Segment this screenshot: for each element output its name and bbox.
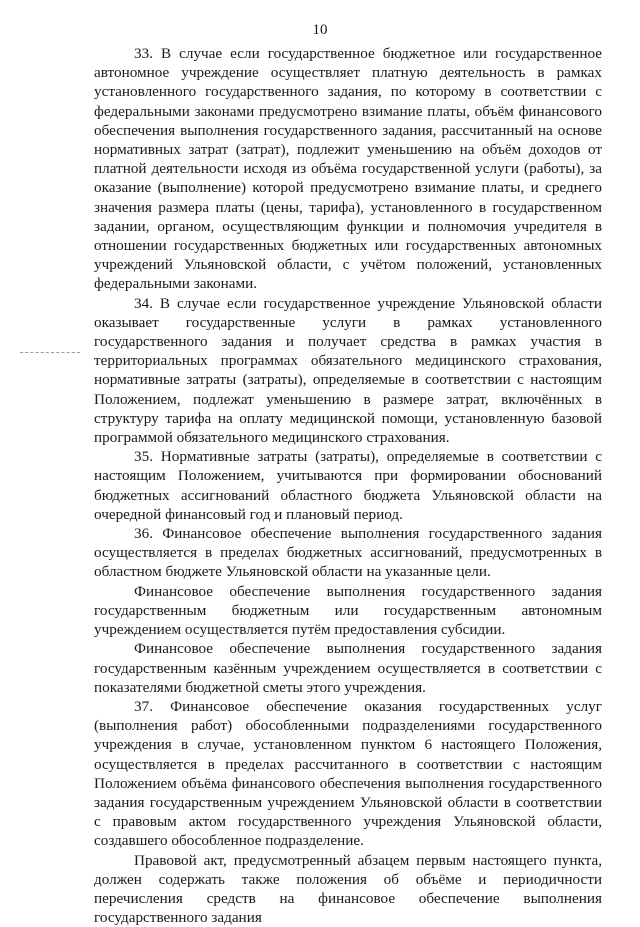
paragraph-36: 36. Финансовое обеспечение выполнения государственного задания осуществляется в пределах бюджетных ассигнований, предусмотренных в областном бюджете Ульяновской области на указанные цели. <box>94 525 602 581</box>
paragraph-34: 34. В случае если государственное учреждение Ульяновской области оказывает государственные услуги в рамках установленного государственного задания и получает средства в рамках участия в территориальных программах обязательного медицинского страхования, нормативные затраты (затраты), определяемые в соответствии с настоящим Положением, подлежат уменьшению в размере затрат, включённых в структуру тарифа на оплату медицинской помощи, установленную базовой программой обязательного медицинского страхования. <box>94 294 602 447</box>
paragraph-35: 35. Нормативные затраты (затраты), определяемые в соответствии с настоящим Положением, учитываются при формировании обоснований бюджетных ассигнований областного бюджета Ульяновской области на очередной финансовый год и плановый период. <box>94 448 602 523</box>
page-number: 10 <box>312 22 328 38</box>
paragraph-36-subsidy: Финансовое обеспечение выполнения государственного задания государственным бюджетным или государственным автономным учреждением осуществляется путём предоставления субсидии. <box>94 582 602 639</box>
paragraph-37: 37. Финансовое обеспечение оказания государственных услуг (выполнения работ) обособленными подразделениями государственного учреждения в случае, установленном пунктом 6 настоящего Положения, осуществляется в пределах рассчитанного в соответствии с настоящим Положением объёма финансового обеспечения выполнения государственного задания государственным учреждением Ульяновской области в соответствии с правовым актом государственного учреждения Ульяновской области, создавшего обособленное подразделение. <box>94 697 602 850</box>
scan-artifact-line <box>20 352 80 353</box>
paragraph-37-legal-act: Правовой акт, предусмотренный абзацем первым настоящего пункта, должен содержать также положения об объёме и периодичности перечисления средств на финансовое обеспечение выполнения государственного задания <box>94 851 602 927</box>
paragraph-33: 33. В случае если государственное бюджетное или государственное автономное учреждение осуществляет платную деятельность в рамках установленного государственного задания, по которому в соответствии с федеральными законами предусмотрено взимание платы, объём финансового обеспечения выполнения государственного задания, рассчитанный на основе нормативных затрат (затрат), подлежит уменьшению на объём доходов от платной деятельности исходя из объёма государственной услуги (работы), за оказание (выполнение) которой предусмотрено взимание платы, и среднего значения размера платы (цены, тарифа), установленного в государственном задании, органом, осуществляющим функции и полномочия учредителя в отношении государственных бюджетных или государственных автономных учреждений Ульяновской области, с учётом положений, установленных федеральными законами. <box>94 45 602 293</box>
paragraph-36-budget-estimate: Финансовое обеспечение выполнения государственного задания государственным казённым учреждением осуществляется в соответствии с показателями бюджетной сметы этого учреждения. <box>94 640 602 696</box>
document-body <box>94 44 602 927</box>
